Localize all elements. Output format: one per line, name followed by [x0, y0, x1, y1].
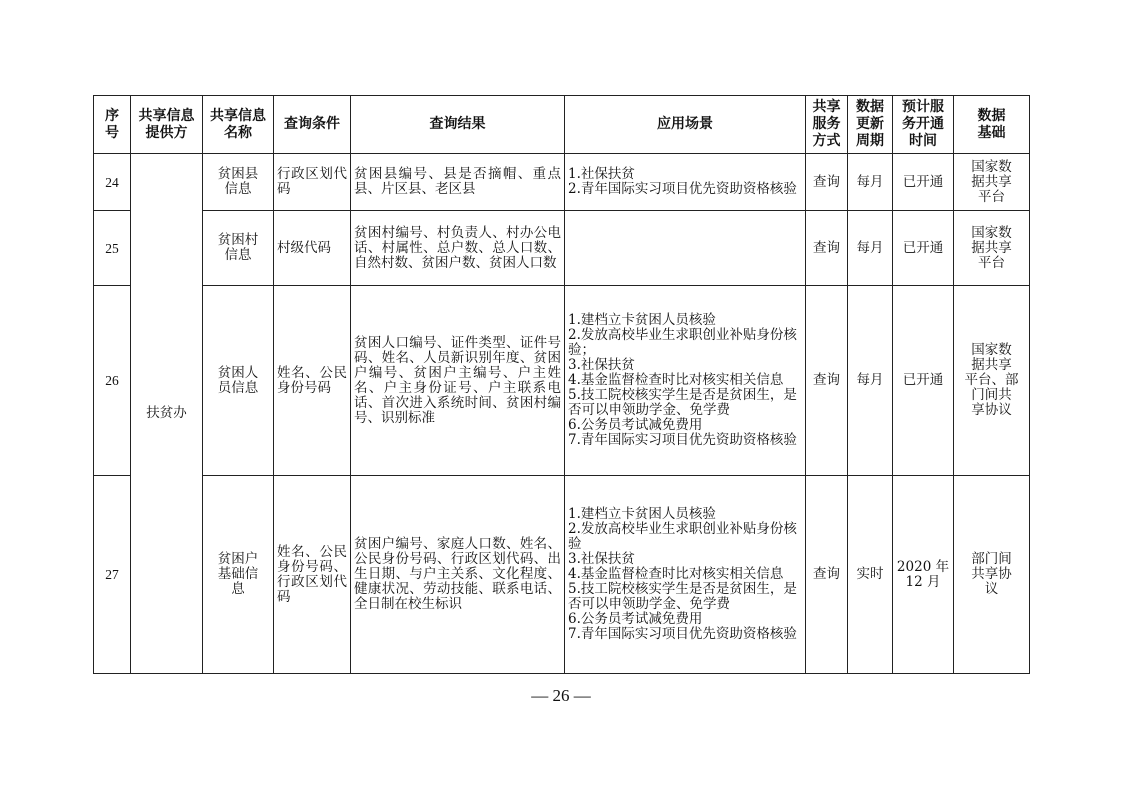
row-seq: 24 — [94, 154, 131, 211]
row-seq: 27 — [94, 476, 131, 674]
row-scenario: 1.建档立卡贫困人员核验 2.发放高校毕业生求职创业补贴身份核验 3.社保扶贫 4.基金监督检查时比对核实相关信息 5.技工院校核实学生是否是贫困生，是否可以申领助学金、免学费 6.公务员考试减免费用 7.青年国际实习项目优先资助资格核验 — [565, 476, 806, 674]
row-name: 贫困县 信息 — [203, 154, 274, 211]
row-method: 查询 — [806, 211, 848, 286]
header-seq: 序 号 — [94, 96, 131, 154]
row-condition: 村级代码 — [274, 211, 351, 286]
row-name: 贫困人 员信息 — [203, 286, 274, 476]
row-condition: 姓名、公民身份号码 — [274, 286, 351, 476]
row-name: 贫困村 信息 — [203, 211, 274, 286]
row-scenario — [565, 211, 806, 286]
row-seq: 25 — [94, 211, 131, 286]
header-scenario: 应用场景 — [565, 96, 806, 154]
row-open-time: 已开通 — [893, 154, 954, 211]
row-result: 贫困村编号、村负责人、村办公电话、村属性、总户数、总人口数、自然村数、贫困户数、贫困人口数 — [351, 211, 565, 286]
row-basis: 国家数 据共享 平台 — [954, 211, 1030, 286]
header-open-time: 预计服 务开通 时间 — [893, 96, 954, 154]
header-condition: 查询条件 — [274, 96, 351, 154]
data-sharing-table — [93, 95, 1030, 674]
row-scenario: 1.建档立卡贫困人员核验 2.发放高校毕业生求职创业补贴身份核验； 3.社保扶贫 4.基金监督检查时比对核实相关信息 5.技工院校核实学生是否是贫困生，是否可以申领助学金、免学费 6.公务员考试减免费用 7.青年国际实习项目优先资助资格核验 — [565, 286, 806, 476]
row-result: 贫困户编号、家庭人口数、姓名、公民身份号码、行政区划代码、出生日期、与户主关系、文化程度、健康状况、劳动技能、联系电话、全日制在校生标识 — [351, 476, 565, 674]
table-row — [94, 211, 1030, 286]
table-row — [94, 286, 1030, 476]
row-open-time: 已开通 — [893, 211, 954, 286]
header-provider: 共享信息 提供方 — [131, 96, 203, 154]
row-basis: 部门间 共享协 议 — [954, 476, 1030, 674]
table-row — [94, 476, 1030, 674]
row-result: 贫困人口编号、证件类型、证件号码、姓名、人员新识别年度、贫困户编号、贫困户主编号、户主姓名、户主身份证号、户主联系电话、首次进入系统时间、贫困村编号、识别标准 — [351, 286, 565, 476]
row-basis: 国家数 据共享 平台、部 门间共 享协议 — [954, 286, 1030, 476]
row-cycle: 每月 — [848, 286, 893, 476]
row-cycle: 实时 — [848, 476, 893, 674]
table-row — [94, 154, 1030, 211]
row-scenario: 1.社保扶贫 2.青年国际实习项目优先资助资格核验 — [565, 154, 806, 211]
row-open-time: 2020 年 12 月 — [893, 476, 954, 674]
row-result: 贫困县编号、县是否摘帽、重点县、片区县、老区县 — [351, 154, 565, 211]
row-method: 查询 — [806, 286, 848, 476]
row-method: 查询 — [806, 476, 848, 674]
header-basis: 数据 基础 — [954, 96, 1030, 154]
row-method: 查询 — [806, 154, 848, 211]
row-condition: 姓名、公民身份号码、行政区划代码 — [274, 476, 351, 674]
header-result: 查询结果 — [351, 96, 565, 154]
row-open-time: 已开通 — [893, 286, 954, 476]
header-cycle: 数据 更新 周期 — [848, 96, 893, 154]
row-condition: 行政区划代码 — [274, 154, 351, 211]
row-basis: 国家数 据共享 平台 — [954, 154, 1030, 211]
row-cycle: 每月 — [848, 154, 893, 211]
header-method: 共享 服务 方式 — [806, 96, 848, 154]
row-name: 贫困户 基础信 息 — [203, 476, 274, 674]
header-name: 共享信息 名称 — [203, 96, 274, 154]
page-number: — 26 — — [531, 686, 591, 705]
row-seq: 26 — [94, 286, 131, 476]
header-row — [94, 96, 1030, 154]
row-cycle: 每月 — [848, 211, 893, 286]
provider-cell: 扶贫办 — [131, 154, 203, 674]
